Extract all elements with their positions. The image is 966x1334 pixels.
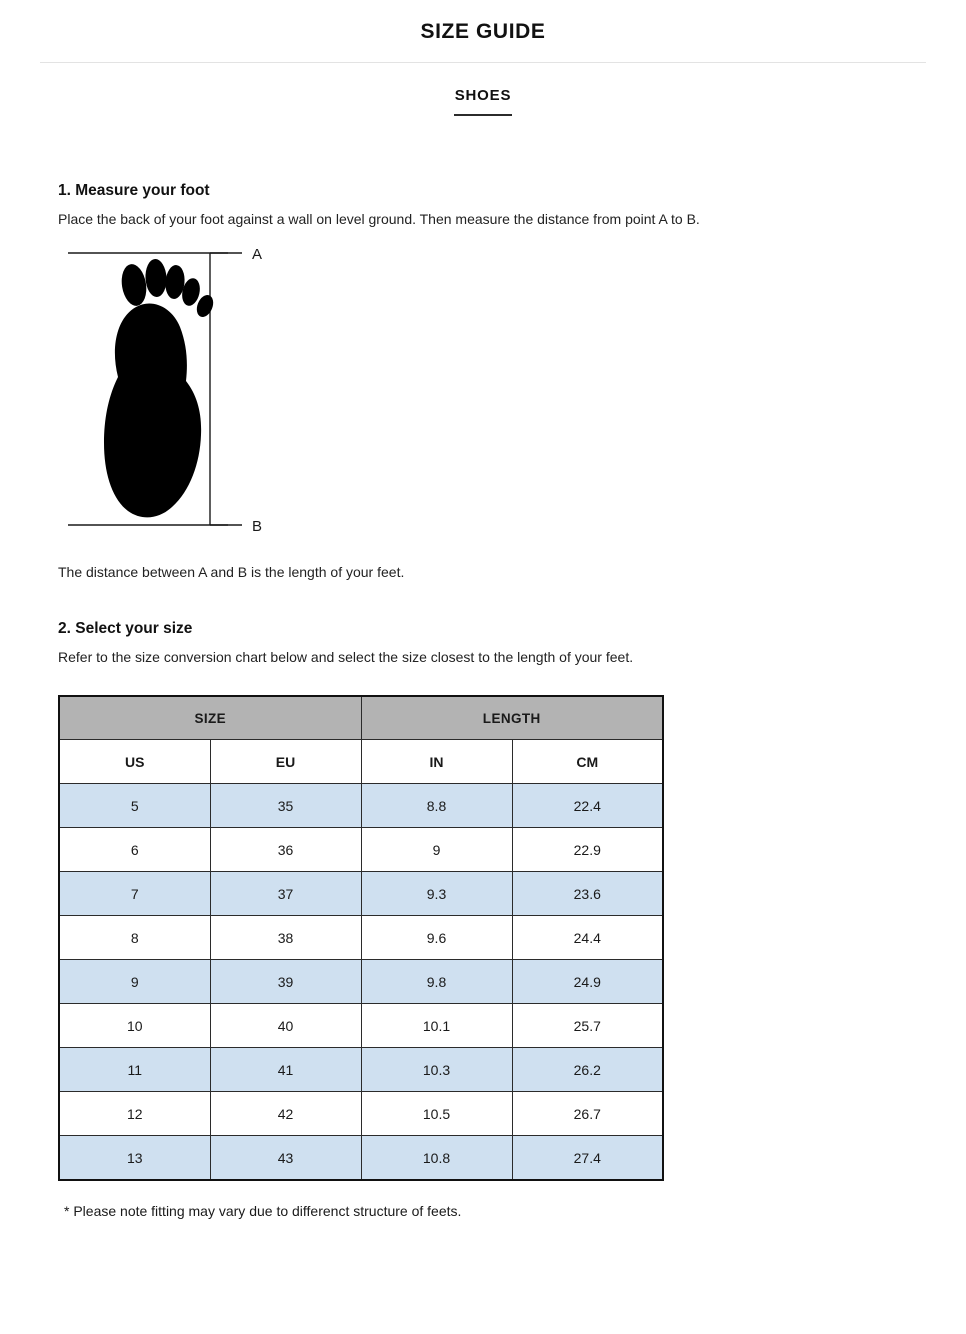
table-row	[59, 872, 663, 916]
content-area	[0, 182, 966, 1219]
table-row	[59, 1136, 663, 1180]
footnote: * Please note fitting may vary due to differenct structure of feets.	[64, 1202, 462, 1219]
cell-in: 10.1	[361, 1004, 512, 1048]
cell-eu: 41	[210, 1048, 361, 1092]
table-row	[59, 1004, 663, 1048]
cell-eu: 42	[210, 1092, 361, 1136]
cell-eu: 43	[210, 1136, 361, 1180]
column-header-cm: CM	[512, 740, 663, 784]
size-conversion-table	[58, 695, 664, 1181]
table-row	[59, 960, 663, 1004]
step-1-note: The distance between A and B is the length of your feet.	[58, 563, 405, 580]
cell-us: 8	[59, 916, 210, 960]
cell-cm: 22.4	[512, 784, 663, 828]
cell-us: 5	[59, 784, 210, 828]
cell-cm: 25.7	[512, 1004, 663, 1048]
subtitle-block	[0, 87, 966, 116]
table-row	[59, 1048, 663, 1092]
title-divider	[40, 62, 926, 63]
cell-in: 8.8	[361, 784, 512, 828]
group-header-size: SIZE	[59, 696, 361, 740]
cell-eu: 36	[210, 828, 361, 872]
cell-cm: 24.4	[512, 916, 663, 960]
cell-eu: 37	[210, 872, 361, 916]
foot-measurement-diagram	[60, 245, 908, 550]
table-column-header-row	[59, 740, 663, 784]
table-row	[59, 828, 663, 872]
cell-us: 9	[59, 960, 210, 1004]
table-row	[59, 1092, 663, 1136]
cell-cm: 26.2	[512, 1048, 663, 1092]
column-header-eu: EU	[210, 740, 361, 784]
column-header-in: IN	[361, 740, 512, 784]
cell-in: 9.6	[361, 916, 512, 960]
cell-in: 10.3	[361, 1048, 512, 1092]
cell-in: 9.3	[361, 872, 512, 916]
group-header-length: LENGTH	[361, 696, 663, 740]
table-group-header-row	[59, 696, 663, 740]
diagram-label-a: A	[252, 245, 263, 263]
cell-eu: 38	[210, 916, 361, 960]
cell-us: 10	[59, 1004, 210, 1048]
cell-eu: 40	[210, 1004, 361, 1048]
cell-cm: 22.9	[512, 828, 663, 872]
cell-us: 6	[59, 828, 210, 872]
cell-cm: 23.6	[512, 872, 663, 916]
cell-us: 12	[59, 1092, 210, 1136]
cell-in: 10.5	[361, 1092, 512, 1136]
cell-us: 7	[59, 872, 210, 916]
step-2-title: 2. Select your size	[58, 619, 193, 637]
cell-eu: 39	[210, 960, 361, 1004]
column-header-us: US	[59, 740, 210, 784]
step-1-title: 1. Measure your foot	[58, 182, 210, 199]
page-title: SIZE GUIDE	[420, 20, 546, 43]
diagram-label-b: B	[252, 517, 263, 535]
step-2-text: Refer to the size conversion chart below and select the size closest to the length of your feet.	[58, 648, 634, 665]
cell-in: 9.8	[361, 960, 512, 1004]
table-row	[59, 784, 663, 828]
cell-cm: 26.7	[512, 1092, 663, 1136]
category-title: SHOES	[454, 87, 512, 104]
cell-in: 10.8	[361, 1136, 512, 1180]
subtitle-underline	[454, 114, 512, 116]
cell-us: 13	[59, 1136, 210, 1180]
cell-in: 9	[361, 828, 512, 872]
cell-cm: 27.4	[512, 1136, 663, 1180]
cell-us: 11	[59, 1048, 210, 1092]
cell-eu: 35	[210, 784, 361, 828]
step-1-text: Place the back of your foot against a wall on level ground. Then measure the distance from point A to B.	[58, 211, 700, 227]
cell-cm: 24.9	[512, 960, 663, 1004]
table-row	[59, 916, 663, 960]
